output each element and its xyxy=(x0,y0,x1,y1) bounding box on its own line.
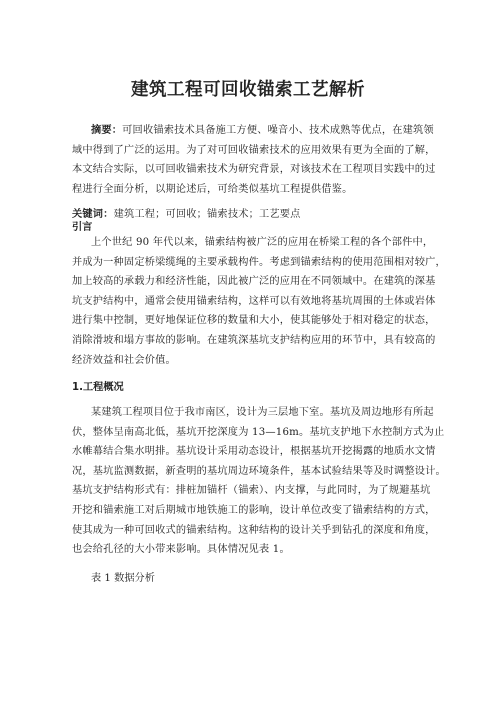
line-text: 并成为一种固定桥梁缆绳的主要承载构件。考虑到锚索结构的使用范围相对较广， xyxy=(72,256,446,268)
line-text: 消除滑坡和塌方事故的影响。在建筑深基坑支护结构应用的环节中，具有较高的 xyxy=(72,334,436,346)
paragraph-line xyxy=(72,160,437,180)
abstract-label: 摘要： xyxy=(91,125,123,136)
line-text: 也会给孔径的大小带来影响。具体情况见表 1。 xyxy=(72,544,290,556)
abstract xyxy=(72,121,437,199)
line-text: 水帷幕结合集水明排。基坑设计采用动态设计，根据基坑开挖揭露的地质水文情 xyxy=(72,446,436,458)
line-text: 进行集中控制，更好地保证位移的数量和大小，使其能够处于相对稳定的状态， xyxy=(72,315,436,327)
page-title: 建筑工程可回收锚索工艺解析 xyxy=(131,80,365,100)
paragraph-line xyxy=(72,233,437,253)
line-text: 坑支护结构中，通常会使用锚索结构，这样可以有效地将基坑周围的土体或岩体 xyxy=(72,295,436,307)
line-text: 况，基坑监测数据，新查明的基坑周边环境条件，基本试验结果等及时调整设计。 xyxy=(72,465,446,477)
line-text: 域中得到了广泛的运用。为了对可回收锚索技术的应用效果有更为全面的了解， xyxy=(72,144,436,156)
paragraph-line xyxy=(72,423,445,443)
paragraph-line xyxy=(72,442,437,462)
paragraph-line xyxy=(72,521,437,541)
line-text: 上个世纪 90 年代以来，锚索结构被广泛的应用在桥梁工程的各个部件中， xyxy=(91,237,434,248)
keywords-text: 建筑工程；可回收；锚索技术；工艺要点 xyxy=(113,209,301,220)
line-text: 经济效益和社会价值。 xyxy=(72,354,176,366)
keywords xyxy=(72,205,437,225)
paragraph-line xyxy=(72,141,437,161)
paragraph-line xyxy=(72,351,437,371)
paragraph-line xyxy=(72,462,446,482)
line-text: 开挖和锚索施工对后期城市地铁施工的影响，设计单位改变了锚索结构的方式， xyxy=(72,504,436,516)
line-text: 某建筑工程项目位于我市南区，设计为三层地下室。基坑及周边地形有所起 xyxy=(91,407,434,418)
line-text: 可回收锚索技术具备施工方便、噪音小、技术成熟等优点，在建筑领 xyxy=(122,125,434,136)
paragraph-line xyxy=(72,311,437,331)
paragraph-line xyxy=(72,272,437,292)
paragraph-line xyxy=(72,540,437,560)
intro-body xyxy=(72,233,446,370)
line-text: 伏，整体呈南高北低，基坑开挖深度为 13—16m。基坑支护地下水控制方式为止 xyxy=(72,426,445,438)
line-text: 加上较高的承载力和经济性能，因此被广泛的应用在不同领域中。在建筑的深基 xyxy=(72,276,436,288)
keywords-label: 关键词： xyxy=(72,209,114,220)
line-text: 程进行全面分析，以期论述后，可给类似基坑工程提供借鉴。 xyxy=(72,183,353,195)
section1-body xyxy=(72,403,446,560)
paragraph-line xyxy=(72,501,437,521)
line-text: 基坑支护结构形式有：排桩加锚杆（锚索）、内支撑，与此同时，为了规避基坑 xyxy=(72,485,431,497)
line-text: 使其成为一种可回收式的锚索结构。这种结构的设计关乎到钻孔的深度和角度， xyxy=(72,524,436,536)
section1-heading: 1.工程概况 xyxy=(72,382,124,393)
intro-heading: 引言 xyxy=(72,222,93,233)
table-caption: 表 1 数据分析 xyxy=(91,573,155,584)
paragraph-line xyxy=(72,403,437,423)
paragraph-line xyxy=(72,121,437,141)
paragraph-line xyxy=(72,331,437,351)
paragraph-line xyxy=(72,253,446,273)
paragraph-line xyxy=(72,481,437,501)
keywords-line xyxy=(72,205,437,225)
line-text: 本文结合实际，以可回收锚索技术为研究背景，对该技术在工程项目实践中的过 xyxy=(72,164,436,176)
paragraph-line xyxy=(72,180,437,200)
paragraph-line xyxy=(72,292,437,312)
